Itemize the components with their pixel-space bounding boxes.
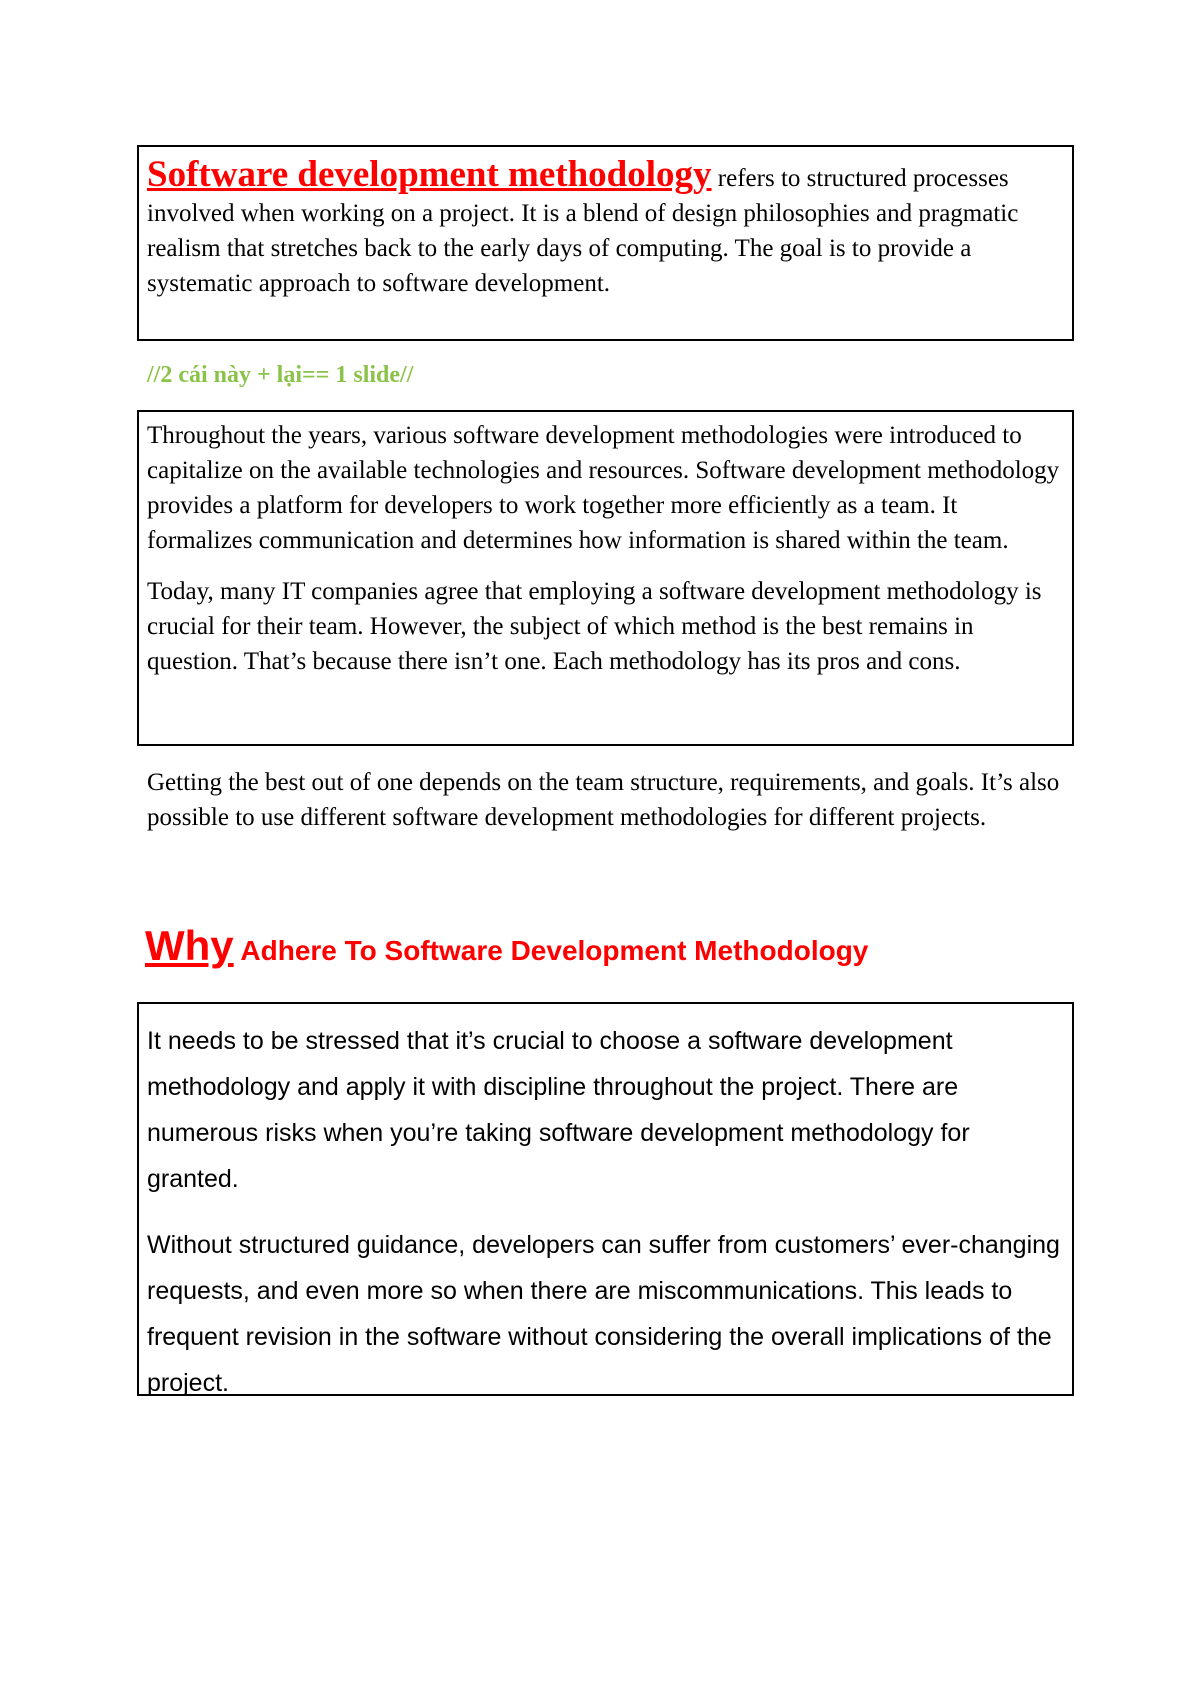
definition-term: Software development methodology xyxy=(147,154,712,195)
best-fit-paragraph: Getting the best out of one depends on the team structure, requirements, and goals. It’s also possible to use different software development methodologies for different projects. xyxy=(147,769,1060,831)
slide-note: //2 cái này + lại== 1 slide// xyxy=(147,362,414,388)
heading-why: Why xyxy=(145,922,234,969)
methodology-history-box xyxy=(137,410,1074,746)
risks-paragraph-1: It needs to be stressed that it’s crucial to choose a software development methodology and apply it with discipline throughout the project. There are numerous risks when you’re taking software development methodology for granted. xyxy=(147,1027,970,1193)
definition-paragraph xyxy=(147,154,1064,301)
definition-box xyxy=(137,145,1074,341)
history-paragraph-2: Today, many IT companies agree that employing a software development methodology is crucial for their team. However, the subject of which method is the best remains in question. That’s because there isn’t one. Each methodology has its pros and cons. xyxy=(147,578,1042,675)
risks-box xyxy=(137,1002,1074,1396)
history-paragraph-1: Throughout the years, various software development methodologies were introduced to capitalize on the available technologies and resources. Software development methodology provides a platform for developers to work together more efficiently as a team. It formalizes communication and determines how information is shared within the team. xyxy=(147,422,1060,554)
section-heading xyxy=(145,922,868,970)
risks-paragraph-2: Without structured guidance, developers can suffer from customers’ ever-changing requests, and even more so when there are miscommunications. This leads to frequent revision in the software without considering the overall implications of the project. xyxy=(147,1231,1060,1397)
heading-rest: Adhere To Software Development Methodology xyxy=(233,935,869,966)
definition-text: refers to structured processes involved when working on a project. It is a blend of design philosophies and pragmatic realism that stretches back to the early days of computing. The goal is to provide a systematic approach to software development. xyxy=(147,165,1019,297)
